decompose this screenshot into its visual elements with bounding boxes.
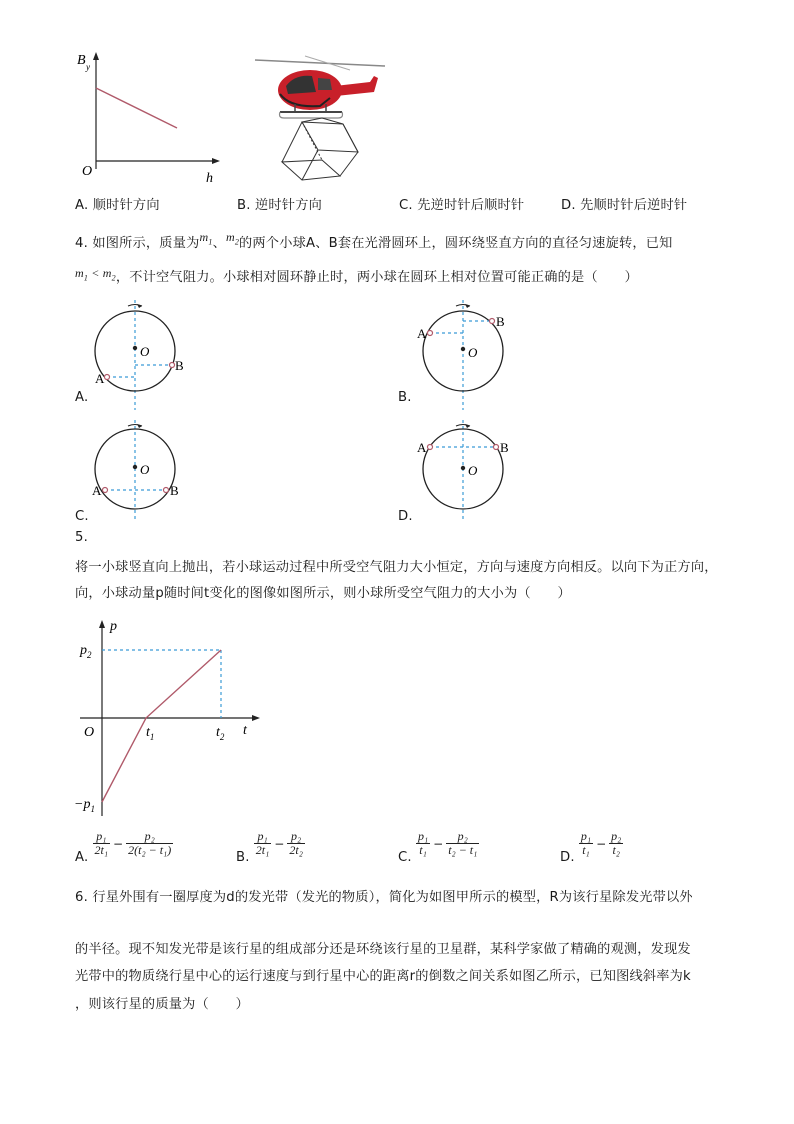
svg-text:−p1: $-p_1$ xyxy=(74,797,95,814)
q4-diagram-a xyxy=(88,296,198,416)
svg-text:B: B xyxy=(500,440,509,455)
svg-text:A: A xyxy=(417,440,427,455)
q6-stem-line4: ，则该行星的质量为（ ） xyxy=(75,997,250,1012)
momentum-line xyxy=(102,650,221,802)
q4-stem-line2: $m_1 < m_2$，不计空气阻力。小球相对圆环静止时，两小球在圆环上相对位置可能正确的是（ ） xyxy=(75,266,638,285)
q6-stem-line3: 光带中的物质绕行星中心的运行速度与到行星中心的距离r的倒数之间关系如图乙所示，已知图线斜率为k xyxy=(75,969,691,984)
q4-option-c[interactable]: C. xyxy=(75,509,89,524)
q4-diagram-c xyxy=(88,416,198,526)
by-h-graph xyxy=(60,44,240,194)
q6-stem-line1: 6. 行星外围有一圈厚度为d的发光带（发光的物质），简化为如图甲所示的模型，R为该行星除发光带以外 xyxy=(75,890,693,905)
svg-text:y: y xyxy=(86,62,90,72)
svg-text:t: t xyxy=(243,723,247,738)
svg-text:p: p xyxy=(110,619,117,634)
svg-text:p2: $p_2$ xyxy=(80,643,92,660)
q3-option-a[interactable]: A. 顺时针方向 xyxy=(75,198,160,213)
q6-stem-line2: 的半径。现不知发光带是该行星的组成部分还是环绕该行星的卫星群，某科学家做了精确的观测，发现发 xyxy=(75,942,691,957)
q5-option-b[interactable]: B. $\frac{\text{p₁}}{\text{2t₁}}$ − $\frac{\text{p₂}}{\text{2t₂}}$ xyxy=(236,829,303,865)
q5-stem-line2: 向，小球动量p随时间t变化的图像如图所示，则小球所受空气阻力的大小为（ ） xyxy=(75,586,571,601)
svg-text:A: A xyxy=(417,326,427,341)
q5-option-a[interactable]: A. $\frac{\text{p₁}}{\text{2t₁}}$ − $\frac{\text{p₂}}{\text{2(t₂ − t₁)}}$ xyxy=(75,829,172,865)
q4-option-b[interactable]: B. xyxy=(398,390,412,405)
q5-number: 5. xyxy=(75,530,88,545)
svg-text:t2: $t_2$ xyxy=(216,725,225,742)
svg-text:t1: $t_1$ xyxy=(146,725,155,742)
svg-text:O: O xyxy=(140,344,150,359)
svg-text:O: O xyxy=(468,463,478,478)
svg-text:B: B xyxy=(496,314,505,329)
q5-option-c[interactable]: C. $\frac{\text{p₁}}{\text{t₁}}$ − $\frac{\text{p₂}}{\text{t₂ − t₁}}$ xyxy=(398,829,478,865)
axis-label-h: h xyxy=(206,171,213,186)
q5-option-d[interactable]: D. $\frac{\text{p₁}}{\text{t₁}}$ − $\frac{\text{p₂}}{\text{t₂}}$ xyxy=(560,829,622,865)
axis-label-b: B xyxy=(77,53,86,68)
svg-text:O: O xyxy=(84,725,95,740)
svg-text:A: A xyxy=(92,483,102,498)
svg-text:A: A xyxy=(95,371,105,386)
svg-text:B: B xyxy=(175,358,184,373)
svg-text:O: O xyxy=(140,462,150,477)
q5-stem-line1: 将一小球竖直向上抛出，若小球运动过程中所受空气阻力大小恒定，方向与速度方向相反。以向下为正方向， xyxy=(75,560,718,575)
svg-text:B: B xyxy=(170,483,179,498)
graph-line xyxy=(96,88,177,128)
q4-stem-line1: 4. 如图所示，质量为$m_1$、$m_2$的两个小球A、B套在光滑圆环上，圆环绕竖直方向的直径匀速旋转，已知 xyxy=(75,230,673,251)
q4-option-a[interactable]: A. xyxy=(75,390,89,405)
q5-p-t-graph xyxy=(70,612,270,822)
q3-option-d[interactable]: D. 先顺时针后逆时针 xyxy=(561,198,688,213)
q4-option-d[interactable]: D. xyxy=(398,509,413,524)
q4-diagram-d xyxy=(416,416,526,526)
q3-option-c[interactable]: C. 先逆时针后顺时针 xyxy=(399,198,525,213)
q3-option-b[interactable]: B. 逆时针方向 xyxy=(237,198,322,213)
origin-label: O xyxy=(82,164,93,179)
helicopter-illustration xyxy=(250,52,395,182)
q4-diagram-b xyxy=(416,296,526,416)
svg-text:O: O xyxy=(468,345,478,360)
